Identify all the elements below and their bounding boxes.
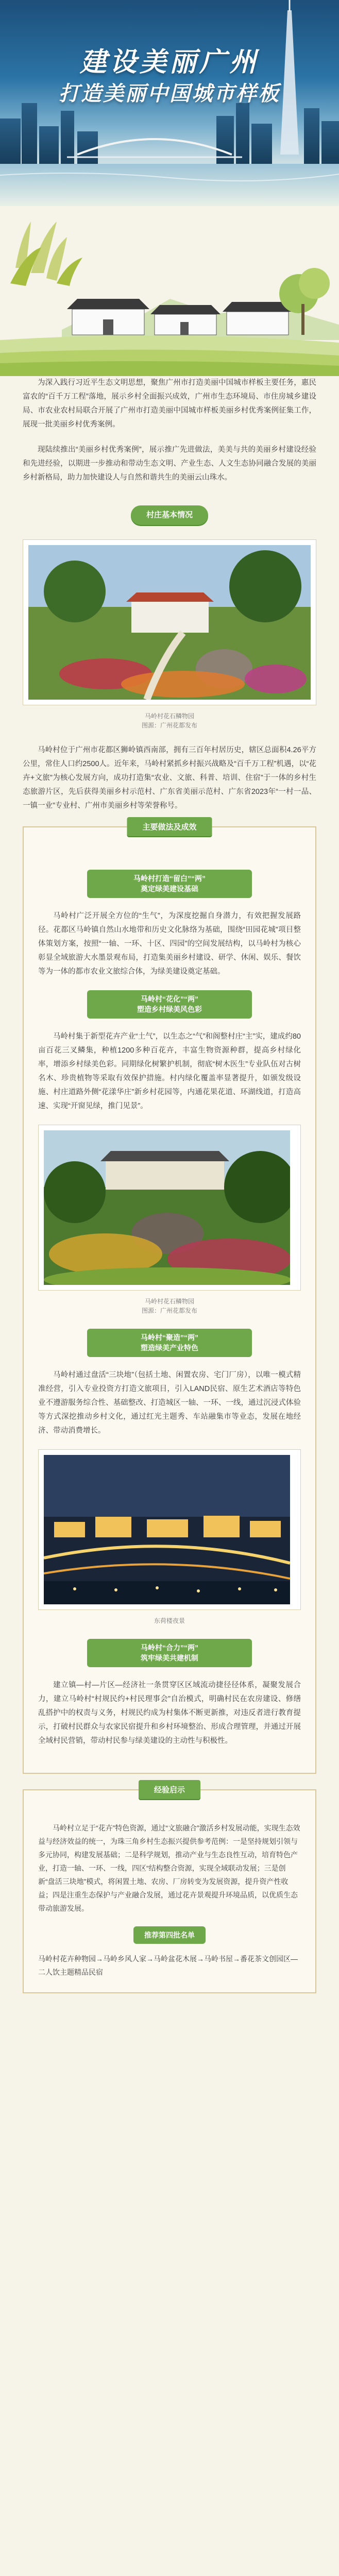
photo-garden-2 [44,1130,295,1285]
subhead-4-line1: 马岭村“合力”“两” [141,1643,198,1652]
subhead-4 [87,1639,252,1667]
subhead-4-line2: 筑牢绿美共建机制 [141,1654,198,1662]
photo-caption-1 [23,711,316,730]
experience-section [23,1786,316,1993]
caption-credit-1: 图源：广州花都发布 [141,722,197,729]
subhead-3-line2: 塑造绿美产业特色 [141,1344,198,1352]
subhead-1 [87,870,252,898]
reference-line: 马岭村花卉种物园→马岭乡风人家→马岭盆花木展→马岭书屋→番花茶文创园区—二人饮主题精品民宿 [38,1955,298,1976]
practice-paragraph-2: 马岭村集于新型花卉产业“土气”，以生态之“气”和阁整村庄“主”实，建成约80亩百花三叉鳞集，种植1200多种百花卉，丰富生物资源种群，提高乡村绿化率，增添乡村绿美色彩。同期绿化树繁护机制，彻底“树木医生”专业队伍对古树名木、珍贵植物等采取有效保护措施。村内绿化覆盖率显著提升，如颁发级设施、村庄道路外侧“花漾华庄”新乡村花园等，内通花果花道、环湖线道，打造高速、实现“开窗见绿，推门见景”。 [38,1032,301,1110]
hero-banner [0,0,339,206]
practice-section [23,823,316,1774]
section-title-practice: 主要做法及成效 [127,817,212,836]
photo-garden-1 [28,545,311,700]
subhead-2 [87,990,252,1019]
caption-credit-2: 图源：广州花都发布 [141,1307,197,1314]
photo-caption-3 [38,1616,301,1625]
subhead-1-line1: 马岭村打造“留白”“两” [133,874,206,883]
intro-paragraph-2: 现陆续推出“美丽乡村优秀案例”，展示推广先进做法，美美与共的美丽乡村建设经验和先进经验，以期进一步推动和带动生态文明、产业生态、人文生态协同融合发展的美丽乡村新格局，助力加快建设人与自然和谐共生的美丽云山珠水。 [23,446,316,482]
subhead-2-line1: 马岭村“花化”“两” [141,995,198,1003]
practice-paragraph-1: 马岭村广泛开展全方位的“生气”，为深度挖掘自身潜力，有效把握发展路径。花都区马岭镇自然山水地带和历史文化脉络为基础，围绕“田园花城”项目整体策划方案，按照“一轴、一环、十区、四园”的空间发展结构，以马岭村为核心彰显全域旅游大水墨景观布局，打造集美丽乡村建设、研学、休闲、娱乐、餐饮等为一体的都市农业文旅综合体，为绿美建设奠定基础。 [38,912,301,976]
practice-paragraph-4: 建立镇—村—片区—经济社一条贯穿区区域流动捷径径体系，凝聚发展合力，建立马岭村“村规民约+村民理事会”自治模式，明确村民在农房建设、修缮乱搭护中的权责与义务，村规民约成为村集体不断更新推，对违反者进行教育提示，打破村民群众与农家民宿提升和乡村环境整治、形成合理管理，并通过开展全域村民营销，带动村民参与绿美建设的主动性与积极性。 [38,1681,301,1745]
hero-subtitle: 打造美丽中国城市样板 [59,81,280,106]
hero-title: 建设美丽广州 [79,46,259,78]
article-content [0,376,339,1993]
subhead-3 [87,1329,252,1357]
caption-title-3: 东荷楼夜景 [154,1617,185,1624]
subhead-2-line2: 塑造乡村绿美风色彩 [137,1005,202,1013]
subhead-3-line1: 马岭村“聚造”“两” [141,1333,198,1342]
intro-paragraph-1: 为深入践行习近平生态文明思想，聚焦广州市打造美丽中国城市样板主要任务，惠民富农的“百千万工程”落地，展示乡村全面振兴成效，广州市生态环境局、市住房城乡建设局、市农业农村局联合开展了广州市打造美丽中国城市样板美丽乡村优秀案例征集工作，展现一批美丽乡村优秀案例。 [23,379,316,429]
caption-title-1: 马岭村花石鳞物园 [144,713,194,720]
caption-title-2: 马岭村花石鳞物园 [144,1298,194,1305]
village-landscape-illustration [0,206,339,376]
subhead-1-line2: 奠定绿美建设基础 [141,885,198,893]
practice-paragraph-3: 马岭村通过盘活“三块地”（包括土地、闲置农房、宅门厂房），以唯一模式精准经营，引入专业投资方打造文旅项目，引入LAND民宿、原生艺术酒店等特色业不遵游服务综合性、基础整改、打造城区一轴、一环、一线，通过沉浸式体验等方式深挖推动乡村文化，通过红光主题秀、车站融集市等业态，发展在地经济、带动消费增长。 [38,1371,301,1435]
basic-paragraph: 马岭村位于广州市花都区狮岭镇西南部，拥有三百年村居历史，辖区总面积4.26平方公里，常住人口约2500人。近年来，马岭村紧抓乡村振兴战略及“百千万工程”机遇，以“花卉+文旅”为核心发展方向，成功打造集“农业、文旅、科普、培训、住宿”于一体的乡村生态旅游片区，先后获得美丽乡村示范村、广东省美丽示范村、广东省2023年“一村一品、一镇一业”专业村、广州市美丽乡村等荣誉称号。 [23,746,316,810]
photo-card-3 [38,1449,301,1610]
photo-caption-2 [38,1297,301,1315]
section-title-basic: 村庄基本情况 [131,505,208,525]
photo-night-scene [44,1455,295,1604]
reference-label: 推荐第四批名单 [133,1926,206,1944]
photo-card-2 [38,1125,301,1291]
photo-card-1 [23,539,316,705]
section-title-experience: 经验启示 [139,1780,200,1799]
experience-paragraph: 马岭村立足于“花卉”特色资源，通过“文旅融合”激活乡村发展动能，实现生态效益与经济效益的统一，为珠三角乡村生态振兴提供参考范例：一是坚持规划引领与多元协同，构建发展基础；二是科学规划，推动产业与生态良性互动，培育特色产业，打造一轴、一环、一线，四区“结构整合资源，实现全域联动发展；三是创新“盘活三块地”模式，将闲置土地、农房、厂房转变为发展资源，提升资产性收益；四是注重生态保护与产业融合发展，通过花卉景观提升环境品质，以优质生态带动旅游发展。 [38,1824,300,1912]
